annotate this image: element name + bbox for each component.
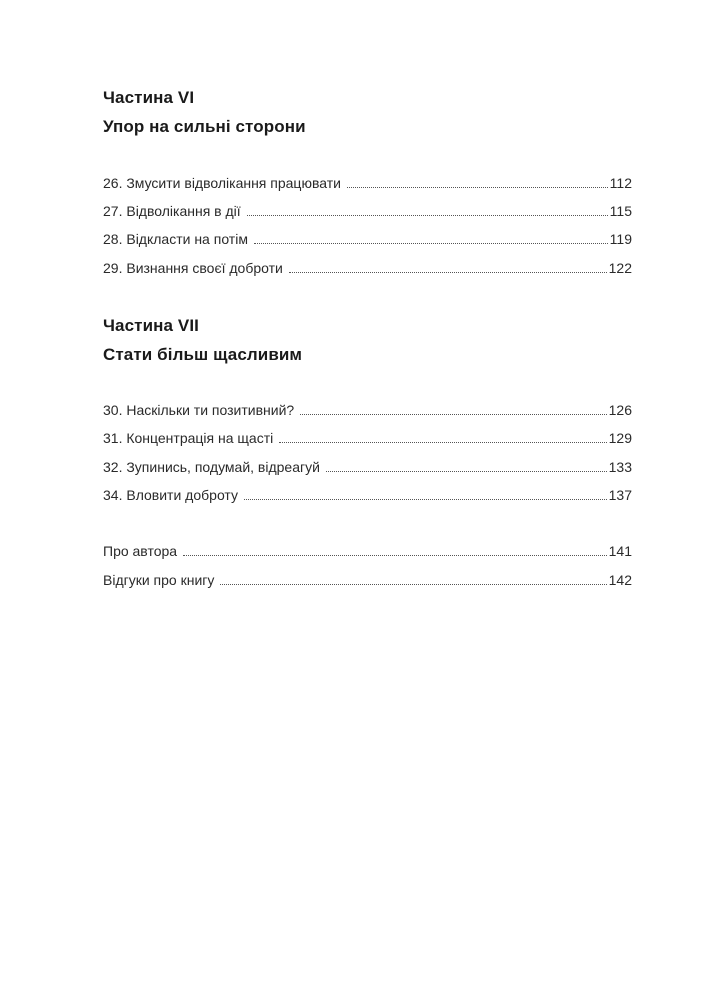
toc-entry-page: 133 (608, 459, 632, 475)
part-7-label: Частина VII (103, 316, 199, 335)
toc-entry-page: 126 (608, 402, 632, 418)
toc-entry-page: 137 (608, 487, 632, 503)
toc-leader-dots (300, 414, 606, 415)
toc-entry[interactable] (103, 203, 632, 223)
toc-leader-dots (326, 471, 607, 472)
toc-entry[interactable] (103, 402, 632, 422)
toc-entry[interactable] (103, 260, 632, 280)
part-7-title: Стати більш щасливим (103, 345, 303, 364)
toc-entry-page: 142 (608, 572, 632, 588)
toc-entry-page: 119 (609, 231, 632, 247)
toc-entry-page: 115 (609, 203, 632, 219)
toc-entry-label: 27. Відволікання в дії (103, 203, 241, 219)
toc-entry-label: Відгуки про книгу (103, 572, 215, 588)
part-6-label: Частина VI (103, 88, 195, 107)
toc-leader-dots (347, 187, 608, 188)
part-6-title: Упор на сильні сторони (103, 117, 306, 136)
toc-leader-dots (247, 215, 608, 216)
toc-leader-dots (279, 442, 606, 443)
toc-entry-label: 34. Вловити доброту (103, 487, 238, 503)
toc-leader-dots (289, 272, 607, 273)
toc-entry-label: 28. Відкласти на потім (103, 231, 248, 247)
toc-leader-dots (183, 555, 607, 556)
toc-entry[interactable] (103, 459, 632, 479)
toc-entry-reviews[interactable] (103, 572, 632, 592)
toc-entry-label: 30. Наскільки ти позитивний? (103, 402, 295, 418)
toc-entry-label: 26. Змусити відволікання працювати (103, 175, 341, 191)
toc-entry-page: 141 (608, 543, 632, 559)
toc-leader-dots (220, 584, 606, 585)
toc-entry-page: 122 (608, 260, 632, 276)
toc-leader-dots (244, 499, 607, 500)
toc-entry[interactable] (103, 487, 632, 507)
toc-entry[interactable] (103, 231, 632, 251)
toc-entry-label: 29. Визнання своєї доброти (103, 260, 283, 276)
toc-entry-page: 112 (609, 175, 632, 191)
toc-leader-dots (254, 243, 608, 244)
toc-entry-label: 32. Зупинись, подумай, відреагуй (103, 459, 320, 475)
toc-entry[interactable] (103, 175, 632, 195)
toc-entry-label: 31. Концентрація на щасті (103, 430, 274, 446)
toc-entry-label: Про автора (103, 543, 178, 559)
toc-entry-about-author[interactable] (103, 543, 632, 563)
toc-entry[interactable] (103, 430, 632, 450)
toc-entry-page: 129 (608, 430, 632, 446)
